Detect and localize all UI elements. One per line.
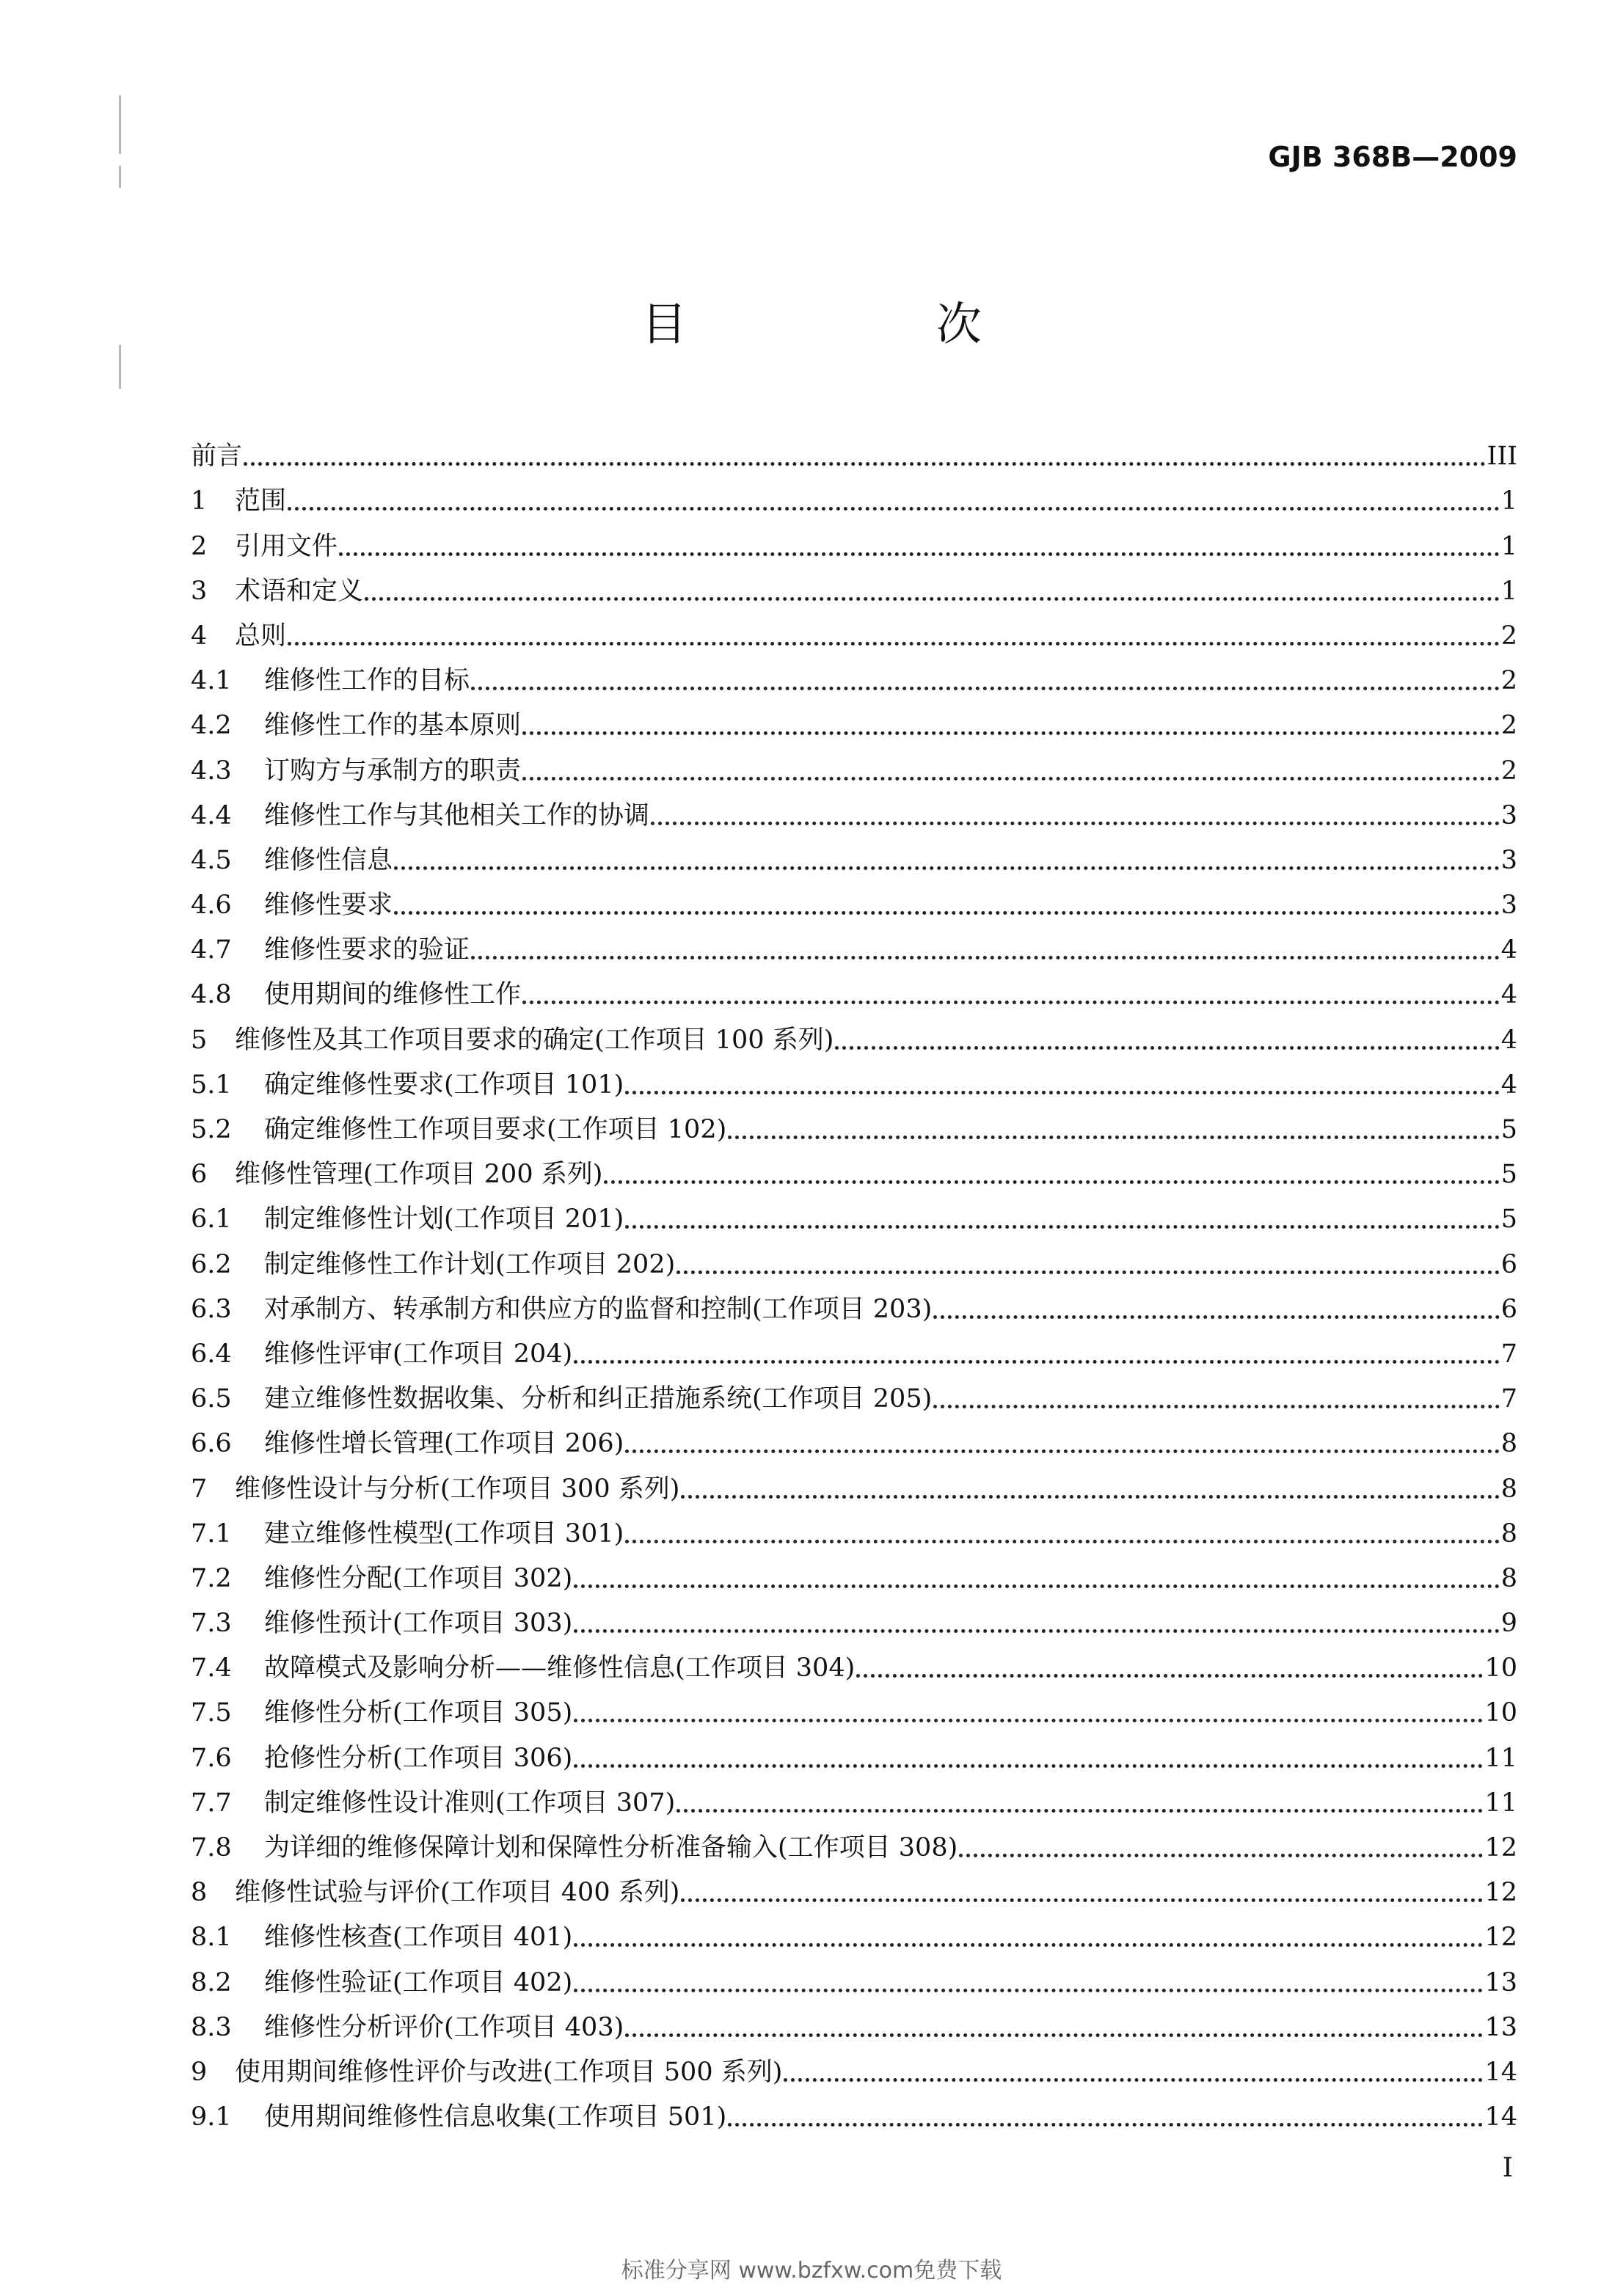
- toc-entry[interactable]: [191, 1460, 1517, 1505]
- dot-leader: [574, 1360, 1499, 1364]
- toc-entry[interactable]: [191, 1953, 1517, 1998]
- toc-entry-title: 术语和定义: [235, 576, 364, 606]
- dot-leader: [625, 1540, 1499, 1543]
- dot-leader: [394, 866, 1500, 870]
- toc-entry-title: 前言: [191, 442, 243, 472]
- toc-entry-number: 4.8: [191, 980, 232, 1010]
- toc-entry[interactable]: [191, 428, 1517, 472]
- toc-entry-number: 4.1: [191, 666, 232, 696]
- scan-edge-mark: [119, 166, 121, 188]
- dot-leader: [574, 1629, 1499, 1633]
- dot-leader: [625, 1225, 1499, 1229]
- toc-entry-number: 4.4: [191, 800, 232, 830]
- toc-entry-title: 订购方与承制方的职责: [264, 756, 522, 786]
- dot-leader: [288, 642, 1500, 646]
- toc-entry[interactable]: [191, 472, 1517, 517]
- toc-entry-title: 使用期间的维修性工作: [264, 980, 522, 1010]
- dot-leader: [625, 2033, 1483, 2037]
- dot-leader: [625, 1091, 1499, 1094]
- toc-entry-number: 4.2: [191, 711, 232, 741]
- toc-entry-page: 2: [1500, 756, 1517, 786]
- toc-entry-page: 9: [1500, 1609, 1517, 1639]
- toc-entry-page: III: [1487, 442, 1517, 472]
- toc-entry-number: 7.1: [191, 1518, 232, 1549]
- dot-leader: [728, 1136, 1499, 1139]
- toc-entry[interactable]: [191, 1819, 1517, 1864]
- toc-entry-number: 4.3: [191, 756, 232, 786]
- toc-entry[interactable]: [191, 1415, 1517, 1460]
- toc-entry-title: 维修性分配(工作项目 302): [264, 1563, 573, 1593]
- toc-entry-page: 7: [1500, 1384, 1517, 1414]
- toc-entry[interactable]: [191, 1191, 1517, 1235]
- toc-entry-page: 14: [1484, 2057, 1517, 2087]
- toc-entry-title: 抢修性分析(工作项目 306): [264, 1743, 573, 1773]
- toc-entry-title: 维修性工作与其他相关工作的协调: [264, 800, 650, 830]
- toc-entry-title: 维修性增长管理(工作项目 206): [264, 1429, 624, 1459]
- dot-leader: [288, 507, 1500, 511]
- page-title: 目 次: [641, 297, 1099, 351]
- toc-entry-number: 1: [191, 486, 208, 516]
- dot-leader: [681, 1495, 1499, 1499]
- toc-entry-title: 为详细的维修保障计划和保障性分析准备输入(工作项目 308): [264, 1833, 958, 1862]
- toc-entry-page: 5: [1500, 1204, 1517, 1235]
- toc-entry-title: 维修性信息: [264, 845, 393, 875]
- dot-leader: [604, 1180, 1499, 1184]
- toc-entry-title: 确定维修性工作项目要求(工作项目 102): [264, 1115, 727, 1144]
- toc-entry-page: 5: [1500, 1160, 1517, 1190]
- toc-entry[interactable]: [191, 921, 1517, 966]
- toc-entry-number: 6.5: [191, 1384, 232, 1414]
- dot-leader: [574, 1719, 1483, 1722]
- toc-entry-title: 制定维修性设计准则(工作项目 307): [264, 1788, 676, 1818]
- toc-entry-page: 11: [1484, 1743, 1517, 1773]
- toc-entry-number: 8.3: [191, 2012, 232, 2042]
- toc-entry[interactable]: [191, 563, 1517, 607]
- toc-entry-page: 3: [1500, 845, 1517, 875]
- toc-entry-number: 4: [191, 621, 208, 651]
- toc-entry[interactable]: [191, 877, 1517, 921]
- toc-entry-page: 4: [1500, 1070, 1517, 1100]
- toc-entry-title: 维修性及其工作项目要求的确定(工作项目 100 系列): [235, 1025, 834, 1055]
- toc-entry-page: 1: [1500, 576, 1517, 606]
- scan-edge-mark: [119, 95, 121, 154]
- dot-leader: [574, 1764, 1483, 1768]
- toc-entry-number: 8: [191, 1878, 208, 1908]
- toc-entry-title: 维修性设计与分析(工作项目 300 系列): [235, 1474, 680, 1504]
- toc-entry-page: 3: [1500, 800, 1517, 830]
- dot-leader: [522, 777, 1500, 780]
- dot-leader: [959, 1854, 1483, 1857]
- toc-entry-number: 3: [191, 576, 208, 606]
- toc-entry-number: 7.8: [191, 1833, 232, 1862]
- toc-entry-number: 8.1: [191, 1923, 232, 1953]
- toc-entry-title: 使用期间维修性评价与改进(工作项目 500 系列): [235, 2057, 783, 2087]
- toc-entry[interactable]: [191, 1281, 1517, 1326]
- toc-entry-number: 6.4: [191, 1339, 232, 1369]
- toc-entry-page: 1: [1500, 531, 1517, 561]
- dot-leader: [339, 552, 1500, 556]
- toc-entry-number: 6.1: [191, 1204, 232, 1235]
- toc-entry-number: 4.7: [191, 935, 232, 965]
- toc-entry-page: 4: [1500, 935, 1517, 965]
- dot-leader: [625, 1449, 1499, 1453]
- dot-leader: [784, 2078, 1483, 2082]
- toc-entry-number: 4.6: [191, 891, 232, 921]
- toc-entry-page: 8: [1500, 1518, 1517, 1549]
- toc-entry-number: 6.6: [191, 1429, 232, 1459]
- toc-entry-page: 8: [1500, 1563, 1517, 1593]
- toc-entry-title: 使用期间维修性信息收集(工作项目 501): [264, 2102, 727, 2132]
- dot-leader: [676, 1809, 1483, 1813]
- toc-entry-number: 9: [191, 2057, 208, 2087]
- toc-entry[interactable]: [191, 1326, 1517, 1370]
- toc-entry[interactable]: [191, 787, 1517, 832]
- toc-entry-page: 2: [1500, 666, 1517, 696]
- toc-entry-page: 6: [1500, 1294, 1517, 1324]
- toc-entry-title: 制定维修性工作计划(工作项目 202): [264, 1249, 676, 1279]
- toc-entry-title: 维修性预计(工作项目 303): [264, 1609, 573, 1639]
- toc-entry-page: 12: [1484, 1878, 1517, 1908]
- toc-entry-title: 维修性工作的基本原则: [264, 711, 522, 741]
- watermark-footer: 标准分享网 www.bzfxw.com免费下载: [621, 2258, 1002, 2284]
- toc-entry-page: 13: [1484, 1967, 1517, 1997]
- toc-entry-number: 7.6: [191, 1743, 232, 1773]
- dot-leader: [681, 1898, 1483, 1902]
- toc-entry-title: 建立维修性模型(工作项目 301): [264, 1518, 624, 1549]
- toc-entry[interactable]: [191, 1595, 1517, 1639]
- toc-entry-number: 7.5: [191, 1698, 232, 1728]
- toc-entry-page: 10: [1484, 1698, 1517, 1728]
- dot-leader: [471, 687, 1500, 690]
- toc-entry-number: 7.3: [191, 1609, 232, 1639]
- toc-entry-title: 建立维修性数据收集、分析和纠正措施系统(工作项目 205): [264, 1384, 933, 1414]
- toc-entry-title: 确定维修性要求(工作项目 101): [264, 1070, 624, 1100]
- toc-entry-page: 4: [1500, 1025, 1517, 1055]
- toc-entry-number: 6.3: [191, 1294, 232, 1324]
- toc-entry[interactable]: [191, 1370, 1517, 1415]
- toc-entry-number: 7.2: [191, 1563, 232, 1593]
- toc-entry-title: 总则: [235, 621, 287, 651]
- toc-entry-title: 维修性要求: [264, 891, 393, 921]
- dot-leader: [522, 1001, 1500, 1004]
- toc-entry-page: 8: [1500, 1429, 1517, 1459]
- dot-leader: [835, 1046, 1499, 1050]
- toc-entry-page: 13: [1484, 2012, 1517, 2042]
- toc-entry[interactable]: [191, 652, 1517, 697]
- toc-entry[interactable]: [191, 2044, 1517, 2088]
- toc-entry-title: 范围: [235, 486, 287, 516]
- toc-entry-number: 5.2: [191, 1115, 232, 1144]
- toc-entry-number: 9.1: [191, 2102, 232, 2132]
- toc-entry[interactable]: [191, 1639, 1517, 1684]
- toc-entry[interactable]: [191, 1864, 1517, 1909]
- dot-leader: [728, 2123, 1483, 2127]
- toc-entry-number: 8.2: [191, 1967, 232, 1997]
- toc-entry[interactable]: [191, 1909, 1517, 1953]
- toc-entry[interactable]: [191, 1101, 1517, 1146]
- toc-entry[interactable]: [191, 1550, 1517, 1595]
- toc-entry-number: 2: [191, 531, 208, 561]
- toc-entry-page: 4: [1500, 980, 1517, 1010]
- toc-entry-page: 1: [1500, 486, 1517, 516]
- toc-entry-title: 引用文件: [235, 531, 338, 561]
- toc-entry-number: 5.1: [191, 1070, 232, 1100]
- toc-entry[interactable]: [191, 1774, 1517, 1819]
- dot-leader: [856, 1674, 1483, 1678]
- toc-entry[interactable]: [191, 1011, 1517, 1056]
- toc-entry[interactable]: [191, 1729, 1517, 1774]
- toc-entry-title: 制定维修性计划(工作项目 201): [264, 1204, 624, 1235]
- dot-leader: [574, 1989, 1483, 1992]
- toc-entry-title: 维修性管理(工作项目 200 系列): [235, 1160, 603, 1190]
- toc-entry-page: 2: [1500, 711, 1517, 741]
- toc-entry[interactable]: [191, 1684, 1517, 1729]
- toc-entry-title: 维修性工作的目标: [264, 666, 470, 696]
- dot-leader: [365, 597, 1500, 601]
- dot-leader: [933, 1315, 1499, 1319]
- dot-leader: [522, 731, 1500, 735]
- standard-number: GJB 368B—2009: [1268, 141, 1517, 173]
- toc-entry-page: 12: [1484, 1923, 1517, 1953]
- dot-leader: [933, 1405, 1499, 1408]
- dot-leader: [394, 911, 1500, 915]
- toc-entry[interactable]: [191, 2088, 1517, 2133]
- toc-entry-number: 7.7: [191, 1788, 232, 1818]
- table-of-contents: [191, 428, 1517, 2133]
- toc-entry-number: 5: [191, 1025, 208, 1055]
- dot-leader: [574, 1943, 1483, 1947]
- toc-entry-number: 7.4: [191, 1653, 232, 1683]
- toc-entry-page: 6: [1500, 1249, 1517, 1279]
- page-number: I: [1502, 2153, 1513, 2183]
- toc-entry-page: 8: [1500, 1474, 1517, 1504]
- toc-entry[interactable]: [191, 1235, 1517, 1280]
- dot-leader: [244, 462, 1486, 466]
- toc-entry-title: 维修性分析(工作项目 305): [264, 1698, 573, 1728]
- toc-entry[interactable]: [191, 966, 1517, 1011]
- toc-entry-title: 维修性试验与评价(工作项目 400 系列): [235, 1878, 680, 1908]
- toc-entry-title: 对承制方、转承制方和供应方的监督和控制(工作项目 203): [264, 1294, 933, 1324]
- toc-entry-number: 6.2: [191, 1249, 232, 1279]
- toc-entry-title: 维修性分析评价(工作项目 403): [264, 2012, 624, 2042]
- toc-entry-title: 故障模式及影响分析——维修性信息(工作项目 304): [264, 1653, 856, 1683]
- toc-entry-title: 维修性核查(工作项目 401): [264, 1923, 573, 1953]
- dot-leader: [574, 1584, 1499, 1588]
- toc-entry-page: 10: [1484, 1653, 1517, 1683]
- toc-entry-page: 11: [1484, 1788, 1517, 1818]
- toc-entry[interactable]: [191, 1999, 1517, 2044]
- toc-entry-number: 7: [191, 1474, 208, 1504]
- toc-entry-title: 维修性评审(工作项目 204): [264, 1339, 573, 1369]
- dot-leader: [651, 822, 1500, 825]
- toc-entry[interactable]: [191, 697, 1517, 742]
- toc-entry[interactable]: [191, 1505, 1517, 1550]
- toc-entry[interactable]: [191, 742, 1517, 786]
- toc-entry[interactable]: [191, 607, 1517, 652]
- toc-entry-title: 维修性验证(工作项目 402): [264, 1967, 573, 1997]
- toc-entry-page: 2: [1500, 621, 1517, 651]
- toc-entry[interactable]: [191, 832, 1517, 877]
- dot-leader: [676, 1271, 1499, 1274]
- toc-entry[interactable]: [191, 1146, 1517, 1191]
- toc-entry-page: 3: [1500, 891, 1517, 921]
- dot-leader: [471, 956, 1500, 959]
- toc-entry-page: 7: [1500, 1339, 1517, 1369]
- toc-entry-title: 维修性要求的验证: [264, 935, 470, 965]
- toc-entry[interactable]: [191, 1056, 1517, 1101]
- toc-entry-page: 12: [1484, 1833, 1517, 1862]
- toc-entry[interactable]: [191, 517, 1517, 562]
- toc-entry-page: 5: [1500, 1115, 1517, 1144]
- toc-entry-number: 6: [191, 1160, 208, 1190]
- toc-entry-number: 4.5: [191, 845, 232, 875]
- toc-entry-page: 14: [1484, 2102, 1517, 2132]
